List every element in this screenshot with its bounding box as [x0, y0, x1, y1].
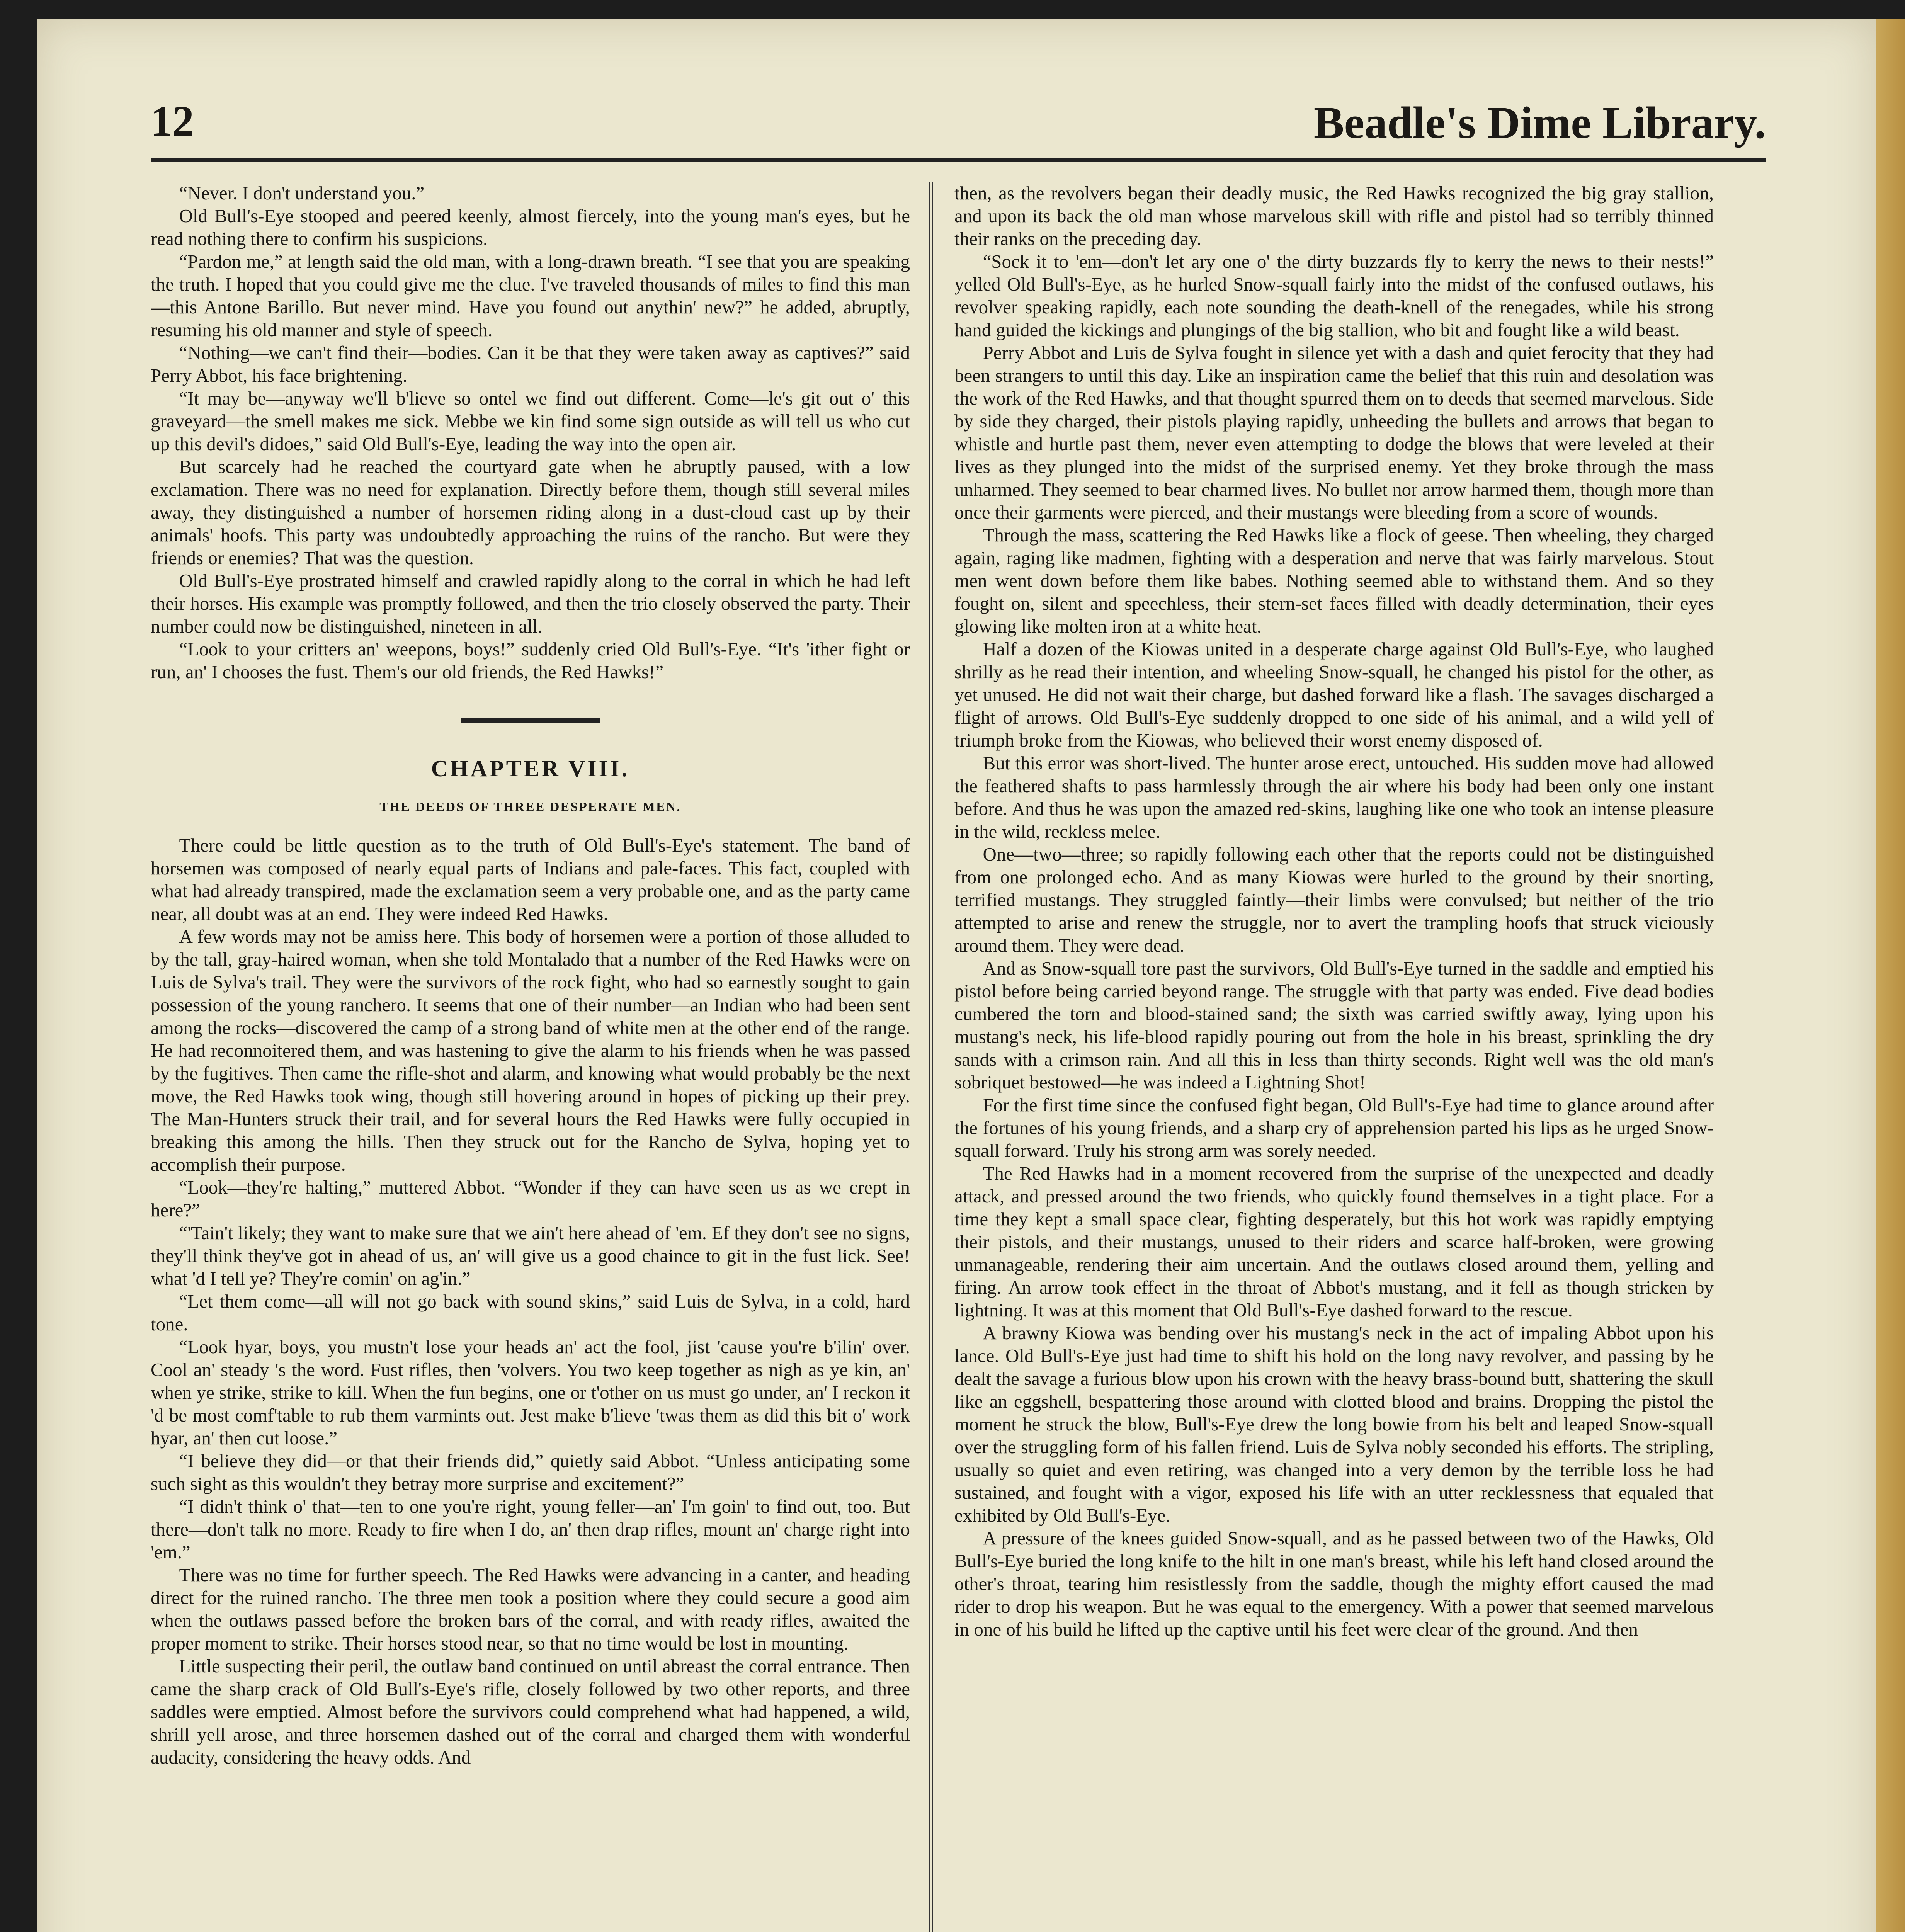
paragraph: Old Bull's-Eye prostrated himself and crawled rapidly along to the corral in which he had left their horses. His example was promptly followed, and then the trio closely observed the party. Their number could now be distinguished, nineteen in all.: [151, 570, 910, 637]
paragraph: Old Bull's-Eye stooped and peered keenly, almost fiercely, into the young man's eyes, but he read nothing there to confirm his suspicions.: [151, 205, 910, 249]
right-column: [954, 182, 1714, 1932]
paragraph: Little suspecting their peril, the outlaw band continued on until abreast the corral entrance. Then came the sharp crack of Old Bull's-Eye's rifle, closely followed by two other reports, and three saddles were emptied. Almost before the survivors could comprehend what had happened, a wild, shrill yell arose, and three horsemen dashed out of the corral and charged them with wonderful audacity, considering the heavy odds. And: [151, 1655, 910, 1768]
header-rule: [151, 158, 1766, 162]
chapter-subtitle: THE DEEDS OF THREE DESPERATE MEN.: [379, 800, 681, 814]
paragraph: There could be little question as to the truth of Old Bull's-Eye's statement. The band of horsemen was composed of nearly equal parts of Indians and pale-faces. This fact, coupled with what had already transpired, made the exclamation seem a very probable one, and as the party came near, all doubt was at an end. They were indeed Red Hawks.: [151, 835, 910, 924]
paragraph: Half a dozen of the Kiowas united in a desperate charge against Old Bull's-Eye, who laughed shrilly as he read their intention, and wheeling Snow-squall, he changed his pistol for the other, as yet unused. He did not wait their charge, but dashed forward like a flash. The savages discharged a flight of arrows. Old Bull's-Eye suddenly dropped to one side of his animal, and a wild yell of triumph broke from the Kiowas, who believed their worst enemy disposed of.: [954, 638, 1714, 751]
paragraph: “I didn't think o' that—ten to one you're right, young feller—an' I'm goin' to find out, too. But there—don't talk no more. Ready to fire when I do, an' then drap rifles, mount an' charge right into 'em.”: [151, 1496, 910, 1563]
column-divider: [929, 182, 933, 1932]
paragraph: But scarcely had he reached the courtyard gate when he abruptly paused, with a low exclamation. There was no need for explanation. Directly before them, though still several miles away, they distinguished a number of horsemen riding along in a dust-cloud cast up by their animals' hoofs. This party was undoubtedly approaching the ruins of the rancho. But were they friends or enemies? That was the question.: [151, 456, 910, 568]
paragraph: There was no time for further speech. The Red Hawks were advancing in a canter, and heading direct for the ruined rancho. The three men took a position where they could secure a good aim when the outlaws passed before the broken bars of the corral, and with ready rifles, awaited the proper moment to strike. Their horses stood near, so that no time would be lost in mounting.: [151, 1564, 910, 1654]
paragraph: “I believe they did—or that their friends did,” quietly said Abbot. “Unless anticipating some such sight as this wouldn't they betray more surprise and excitement?”: [151, 1450, 910, 1494]
paragraph: then, as the revolvers began their deadly music, the Red Hawks recognized the big gray stallion, and upon its back the old man whose marvelous skill with rifle and pistol had so terribly thinned their ranks on the preceding day.: [954, 182, 1714, 249]
paragraph: But this error was short-lived. The hunter arose erect, untouched. His sudden move had allowed the feathered shafts to pass harmlessly through the air where his body had been only one instant before. And thus he was upon the amazed red-skins, laughing like one who took an intense pleasure in the wild, reckless melee.: [954, 752, 1714, 842]
paragraph: “Pardon me,” at length said the old man, with a long-drawn breath. “I see that you are speaking the truth. I hoped that you could give me the clue. I've traveled thousands of miles to find this man—this Antone Barillo. But never mind. Have you found out anythin' new?” he added, abruptly, resuming his old manner and style of speech.: [151, 251, 910, 340]
page-number: 12: [151, 97, 194, 145]
paragraph: “Nothing—we can't find their—bodies. Can it be that they were taken away as captives?” said Perry Abbot, his face brightening.: [151, 342, 910, 386]
paragraph: “Let them come—all will not go back with sound skins,” said Luis de Sylva, in a cold, hard tone.: [151, 1291, 910, 1335]
paragraph: A pressure of the knees guided Snow-squall, and as he passed between two of the Hawks, Old Bull's-Eye buried the long knife to the hilt in one man's breast, while his left hand closed around the other's throat, tearing him resistlessly from the saddle, though the mighty effort caused the mad rider to drop his weapon. But he was equal to the emergency. With a power that seemed marvelous in one of his build he lifted up the captive until his feet were clear of the ground. And then: [954, 1527, 1714, 1640]
paragraph: “It may be—anyway we'll b'lieve so ontel we find out different. Come—le's git out o' this graveyard—the smell makes me sick. Mebbe we kin find some sign outside as will tell us who cut up this devil's didoes,” said Old Bull's-Eye, leading the way into the open air.: [151, 388, 910, 454]
paragraph: The Red Hawks had in a moment recovered from the surprise of the unexpected and deadly attack, and pressed around the two friends, who quickly found themselves in a tight place. For a time they kept a small space clear, fighting desperately, but this hot work was rapidly emptying their pistols, and their mustangs, unused to their riders and scarce half-broken, were growing unmanageable, rendering their aim uncertain. And the outlaws closed around them, yelling and firing. An arrow took effect in the throat of Abbot's mustang, and it fell as though stricken by lightning. It was at this moment that Old Bull's-Eye dashed forward to the rescue.: [954, 1163, 1714, 1321]
publication-title: Beadle's Dime Library.: [1313, 97, 1766, 148]
page-header: [151, 97, 1766, 158]
paragraph: “Look—they're halting,” muttered Abbot. “Wonder if they can have seen us as we crept in here?”: [151, 1177, 910, 1221]
left-column: [151, 182, 910, 1932]
paragraph: One—two—three; so rapidly following each other that the reports could not be distinguished from one prolonged echo. And as many Kiowas were hurled to the ground by their snorting, terrified mustangs. They struggled faintly—their limbs were convulsed; but neither of the trio attempted to arise and renew the struggle, nor to avert the trampling hoofs that struck viciously around them. They were dead.: [954, 844, 1714, 956]
paragraph: And as Snow-squall tore past the survivors, Old Bull's-Eye turned in the saddle and emptied his pistol before being carried beyond range. The struggle with that party was ended. Five dead bodies cumbered the torn and blood-stained sand; the sixth was carried swiftly away, lying upon his mustang's neck, his life-blood rapidly pouring out from the hole in his breast, sprinkling the dry sands with a crimson rain. And all this in less than thirty seconds. Right well was the old man's sobriquet bestowed—he was indeed a Lightning Shot!: [954, 957, 1714, 1093]
paragraph: A brawny Kiowa was bending over his mustang's neck in the act of impaling Abbot upon his lance. Old Bull's-Eye just had time to shift his hold on the long navy revolver, and passing by he dealt the savage a furious blow upon his crown with the heavy brass-bound butt, shattering the skull like an eggshell, bespattering those around with clotted blood and brains. Dropping the pistol the moment he struck the blow, Bull's-Eye drew the long bowie from his belt and leaped Snow-squall over the struggling form of his fallen friend. Luis de Sylva nobly seconded his efforts. The stripling, usually so quiet and even retiring, was changed into a very demon by the terrible loss he had sustained, and fought with a vigor, exposed his life with an utter recklessness that equaled that exhibited by Old Bull's-Eye.: [954, 1322, 1714, 1526]
chapter-divider: [461, 718, 600, 723]
paragraph: “Look hyar, boys, you mustn't lose your heads an' act the fool, jist 'cause you're b'ilin' over. Cool an' steady 's the word. Fust rifles, then 'volvers. You two keep together as nigh as ye kin, an' when ye strike, strike to kill. When the fun begins, one or t'other on us must go under, an' I reckon it 'd be most comf'table to rub them varmints out. Jest make b'lieve 'twas them as did this bit o' work hyar, an' then cut loose.”: [151, 1336, 910, 1449]
paragraph: “'Tain't likely; they want to make sure that we ain't here ahead of 'em. Ef they don't see no signs, they'll think they've got in ahead of us, an' will give us a good chaince to git in the fust lick. See! what 'd I tell ye? They're comin' on ag'in.”: [151, 1222, 910, 1289]
paragraph: “Never. I don't understand you.”: [179, 182, 425, 204]
paragraph: For the first time since the confused fight began, Old Bull's-Eye had time to glance around after the fortunes of his young friends, and a sharp cry of apprehension parted his lips as he urged Snow-squall forward. Truly his strong arm was sorely needed.: [954, 1094, 1714, 1161]
paragraph: A few words may not be amiss here. This body of horsemen were a portion of those alluded to by the tall, gray-haired woman, when she told Montalado that a number of the Red Hawks were on Luis de Sylva's trail. They were the survivors of the rock fight, who had so earnestly sought to gain possession of the young ranchero. It seems that one of their number—an Indian who had been sent among the rocks—discovered the camp of a strong band of white men at the other end of the range. He had reconnoitered them, and was hastening to give the alarm to his friends when he was passed by the fugitives. Then came the rifle-shot and alarm, and knowing what would probably be the next move, the Red Hawks took wing, though still hovering around in hopes of picking up their prey. The Man-Hunters struck their trail, and for several hours the Red Hawks were fully occupied in breaking this among the hills. Then they struck out for the Rancho de Sylva, hoping yet to accomplish their purpose.: [151, 926, 910, 1175]
paragraph: Perry Abbot and Luis de Sylva fought in silence yet with a dash and quiet ferocity that they had been strangers to until this day. Like an inspiration came the belief that this ruin and desolation was the work of the Red Hawks, and that thought spurred them on to deeds that seemed marvelous. Side by side they charged, their pistols playing rapidly, unheeding the bullets and arrows that began to whistle and hurtle past them, never even attempting to dodge the blows that were leveled at their lives as they plunged into the midst of the surprised enemy. Yet they broke through the mass unharmed. They seemed to bear charmed lives. No bullet nor arrow harmed them, though more than once their garments were pierced, and their mustangs were bleeding from a score of wounds.: [954, 342, 1714, 523]
paragraph: “Look to your critters an' weepons, boys!” suddenly cried Old Bull's-Eye. “It's 'ither fight or run, an' I chooses the fust. Them's our old friends, the Red Hawks!”: [151, 638, 910, 682]
page-edge: [1876, 19, 1905, 1932]
chapter-heading: CHAPTER VIII.: [431, 756, 630, 781]
paragraph: “Sock it to 'em—don't let ary one o' the dirty buzzards fly to kerry the news to their nests!” yelled Old Bull's-Eye, as he hurled Snow-squall fairly into the midst of the confused outlaws, his revolver speaking rapidly, each note sounding the death-knell of the renegades, while his strong hand guided the kickings and plungings of the big stallion, who bit and fought like a wild beast.: [954, 251, 1714, 340]
paragraph: Through the mass, scattering the Red Hawks like a flock of geese. Then wheeling, they charged again, raging like madmen, fighting with a desperation and nerve that was fairly marvelous. Stout men went down before them like babes. Nothing seemed able to withstand them. And so they fought on, silent and speechless, their stern-set faces filled with deadly determination, their eyes glowing like molten iron at a white heat.: [954, 524, 1714, 637]
